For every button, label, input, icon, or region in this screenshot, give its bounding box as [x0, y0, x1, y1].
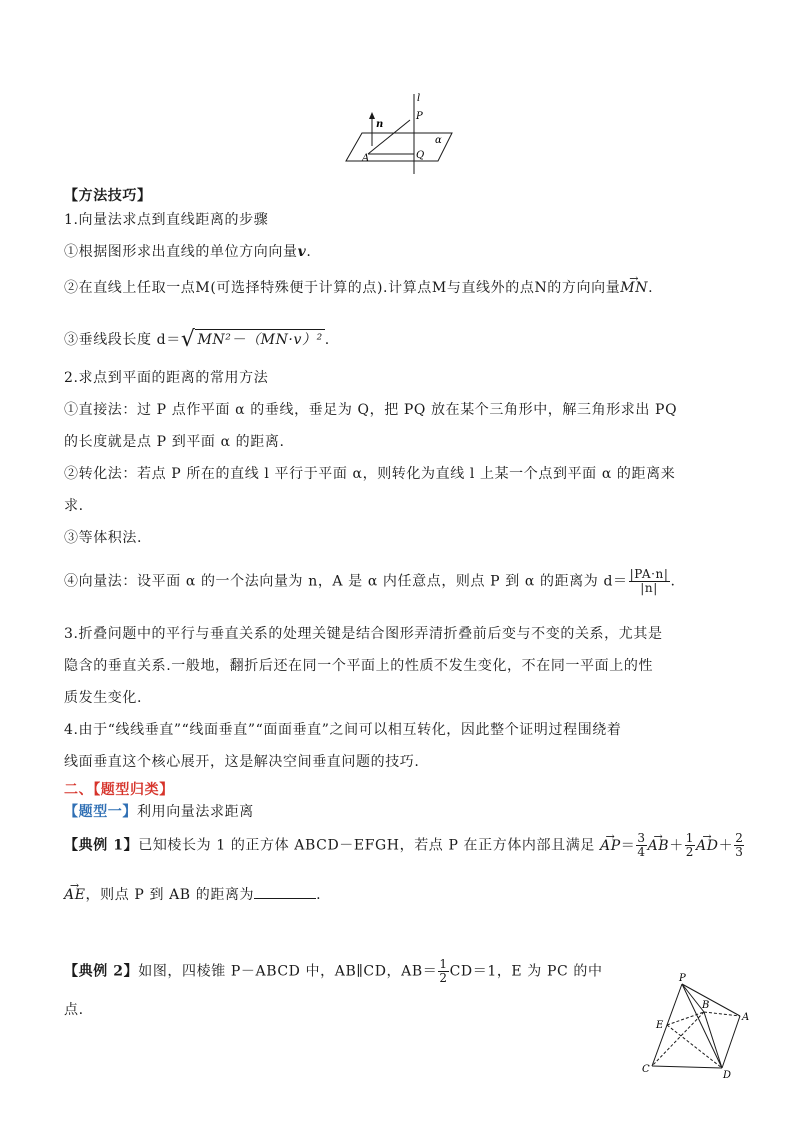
method-p3c: 质发生变化.	[64, 690, 143, 706]
label-C: C	[642, 1064, 650, 1075]
example2-line2: 点.	[64, 1002, 84, 1018]
method-p2-2b: 求.	[64, 498, 84, 514]
method-p1-1: ①根据图形求出直线的单位方向向量v.	[64, 244, 312, 260]
label-E: E	[656, 1020, 664, 1031]
method-p1-3: ③垂线段长度 d＝√ MN²－（MN·v）² .	[64, 327, 330, 352]
example2-text: 如图，四棱锥 P－ABCD 中，AB∥CD，AB＝	[138, 963, 438, 980]
edge-BD	[704, 1012, 722, 1068]
example1-tail: ，则点 P 到 AB 的距离为	[85, 887, 255, 903]
type1-title: 利用向量法求距离	[137, 804, 254, 820]
figure-line-plane	[340, 88, 460, 178]
example2-line1	[64, 958, 603, 985]
method-p2-4-text: ④向量法：设平面 α 的一个法向量为 n，A 是 α 内任意点，则点 P 到 α 的距离为 d＝	[64, 573, 628, 590]
method-title: 【方法技巧】	[64, 188, 152, 204]
section2-prefix: 二、	[64, 782, 94, 798]
section2-heading	[64, 780, 174, 800]
type1-heading	[64, 802, 254, 822]
method-p2-4: ④向量法：设平面 α 的一个法向量为 n，A 是 α 内任意点，则点 P 到 α 的距离为 d＝ $\frac{|PA\cdot n|}{|n|}$ .	[64, 567, 676, 595]
method-p4a: 4.由于“线线垂直”“线面垂直”“面面垂直”之间可以相互转化，因此整个证明过程围绕着	[64, 722, 622, 738]
answer-blank[interactable]	[254, 884, 316, 899]
method-p1-2-text: ②在直线上任取一点M(可选择特殊便于计算的点).计算点M与直线外的点N的方向向量	[64, 280, 621, 296]
label-P: P	[416, 111, 423, 122]
fraction-numerator: 1	[439, 957, 448, 971]
unit-vector-v: v	[297, 244, 307, 260]
sqrt-sign: √	[180, 327, 196, 352]
example1-text: 已知棱长为 1 的正方体 ABCD－EFGH，若点 P 在正方体内部且满足	[138, 837, 595, 854]
method-p1-2: ②在直线上任取一点M(可选择特殊便于计算的点).计算点M与直线外的点N的方向向量→ MN.	[64, 278, 653, 298]
edge-PD	[682, 984, 722, 1068]
label-B: B	[702, 1000, 710, 1011]
example1-line1	[64, 832, 745, 859]
fraction-denominator: |n|	[640, 581, 658, 595]
label-A: A	[362, 153, 370, 164]
example1-equation: → AP＝ $\frac{3}{4}$ → AB＋ $\frac{1}{2}$ → AD＋ $\frac{2}{3}$	[600, 838, 745, 854]
example2-text-post: CD＝1，E 为 PC 的中	[449, 963, 603, 980]
example1-label: 【典例 1】	[64, 837, 139, 854]
method-p1-3-text: ③垂线段长度 d＝	[64, 332, 181, 348]
label-A: A	[742, 1012, 750, 1023]
arrow-head-icon	[369, 112, 375, 119]
label-l: l	[417, 93, 421, 104]
method-p1-title: 1.向量法求点到直线距离的步骤	[64, 212, 269, 228]
fraction-numerator: |PA·n|	[629, 567, 669, 581]
type1-tag: 【题型一】	[64, 804, 137, 820]
edge-CD	[652, 1066, 722, 1068]
label-n: n	[376, 119, 384, 130]
method-p2-1a: ①直接法：过 P 点作平面 α 的垂线，垂足为 Q，把 PQ 放在某个三角形中，解三角形求出 PQ	[64, 402, 678, 418]
method-p2-title: 2.求点到平面的距离的常用方法	[64, 370, 269, 386]
distance-fraction	[629, 568, 670, 595]
label-alpha: α	[435, 135, 442, 146]
example2-label: 【典例 2】	[64, 963, 139, 980]
edge-DA	[722, 1016, 740, 1068]
segment-AP	[368, 120, 410, 154]
label-Q: Q	[416, 150, 425, 161]
example2-fraction	[438, 958, 448, 985]
edge-PA	[682, 984, 740, 1016]
sqrt-body: MN²－（MN·v）²	[195, 329, 324, 348]
figure-pyramid	[638, 970, 758, 1080]
method-p3a: 3.折叠问题中的平行与垂直关系的处理关键是结合图形弄清折叠前后变与不变的关系，尤其是	[64, 626, 663, 642]
method-p3b: 隐含的垂直关系.一般地，翻折后还在同一个平面上的性质不发生变化，不在同一平面上的性	[64, 658, 654, 674]
example1-line2: → AE，则点 P 到 AB 的距离为 .	[64, 884, 321, 905]
method-p2-2a: ②转化法：若点 P 所在的直线 l 平行于平面 α，则转化为直线 l 上某一个点到平面 α 的距离来	[64, 466, 676, 482]
method-p2-1b: 的长度就是点 P 到平面 α 的距离.	[64, 434, 285, 450]
label-D: D	[723, 1070, 732, 1080]
segment-ED	[667, 1025, 722, 1068]
method-p4b: 线面垂直这个核心展开，这是解决空间垂直问题的技巧.	[64, 754, 420, 770]
vector-MN: → MN	[620, 280, 648, 296]
method-p1-1-text: ①根据图形求出直线的单位方向向量	[64, 244, 298, 260]
method-p2-3: ③等体积法.	[64, 530, 143, 546]
label-P: P	[679, 973, 686, 984]
example1-end: .	[316, 887, 322, 903]
section2-title: 【题型归类】	[93, 782, 174, 798]
fraction-denominator: 2	[439, 971, 448, 985]
